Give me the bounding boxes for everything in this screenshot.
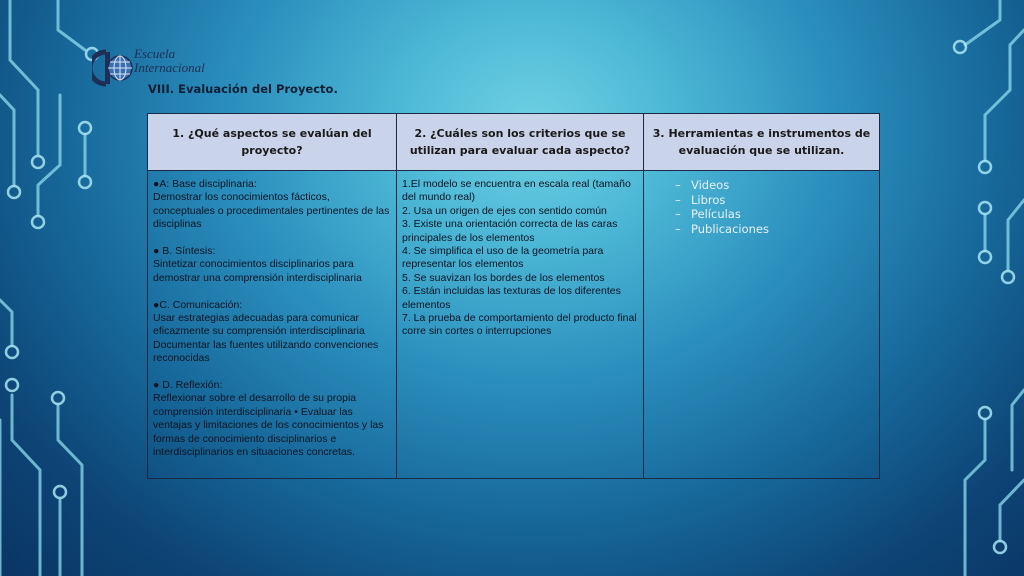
logo-line-1: Escuela: [134, 46, 176, 61]
criteria-item: 7. La prueba de comportamiento del producto final corre sin cortes o interrupciones: [402, 312, 637, 338]
aspect-text: Demostrar los conocimientos fácticos, conceptuales o procedimentales pertinentes de las disciplinas: [153, 191, 390, 231]
header-tools: 3. Herramientas e instrumentos de evaluación que se utilizan.: [644, 114, 880, 171]
section-title: VIII. Evaluación del Proyecto.: [148, 82, 338, 96]
criteria-item: 4. Se simplifica el uso de la geometría para representar los elementos: [402, 245, 604, 271]
aspect-block: [153, 245, 391, 285]
header-criteria: 2. ¿Cuáles son los criterios que se utilizan para evaluar cada aspecto?: [397, 114, 644, 171]
tools-list: [649, 178, 874, 236]
table-header-row: [148, 114, 880, 171]
criteria-item: 1.El modelo se encuentra en escala real (tamaño del mundo real): [402, 178, 631, 204]
tool-item: – Publicaciones: [675, 222, 874, 237]
aspect-title: ●A: Base disciplinaria:: [153, 178, 257, 190]
aspect-text: Documentar las fuentes utilizando convenciones reconocidas: [153, 338, 379, 365]
criteria-item: 6. Están incluidas las texturas de los diferentes elementos: [402, 285, 621, 311]
header-aspects: 1. ¿Qué aspectos se evalúan del proyecto?: [148, 114, 397, 171]
tools-cell: [644, 171, 880, 479]
aspect-title: ● B. Síntesis:: [153, 245, 216, 258]
criteria-item: 3. Existe una orientación correcta de las caras principales de los elementos: [402, 218, 618, 244]
table-row: [148, 171, 880, 479]
aspect-text: Usar estrategias adecuadas para comunicar eficazmente su comprensión interdisciplinaria: [153, 312, 365, 338]
tool-item: – Libros: [675, 193, 874, 208]
criteria-list: [402, 178, 638, 339]
criteria-item: 5. Se suavizan los bordes de los elementos: [402, 271, 605, 284]
criteria-item: 2. Usa un origen de ejes con sentido común: [402, 204, 607, 217]
aspect-block: [153, 299, 391, 366]
aspect-text: Sintetizar conocimientos disciplinarios para demostrar una comprensión interdisciplinaria: [153, 258, 362, 284]
globe-logo-icon: [92, 48, 136, 88]
aspect-block: [153, 178, 391, 232]
logo-line-2: Internacional: [134, 60, 205, 75]
logo-text: [134, 47, 205, 75]
aspect-text: Reflexionar sobre el desarrollo de su propia comprensión interdisciplinaria • Evaluar las ventajas y limitaciones de los conocimientos y las formas de conocimiento disciplinarios e interdisciplinarios en situaciones concretas.: [153, 392, 384, 459]
criteria-cell: [397, 171, 644, 479]
aspect-title: ●C. Comunicación:: [153, 298, 243, 311]
aspect-title: ● D. Reflexión:: [153, 379, 223, 392]
tool-item: – Videos: [675, 178, 874, 193]
aspects-cell: [148, 171, 397, 479]
evaluation-table: [147, 113, 880, 479]
tool-item: – Películas: [675, 207, 874, 222]
aspect-block: [153, 379, 391, 459]
